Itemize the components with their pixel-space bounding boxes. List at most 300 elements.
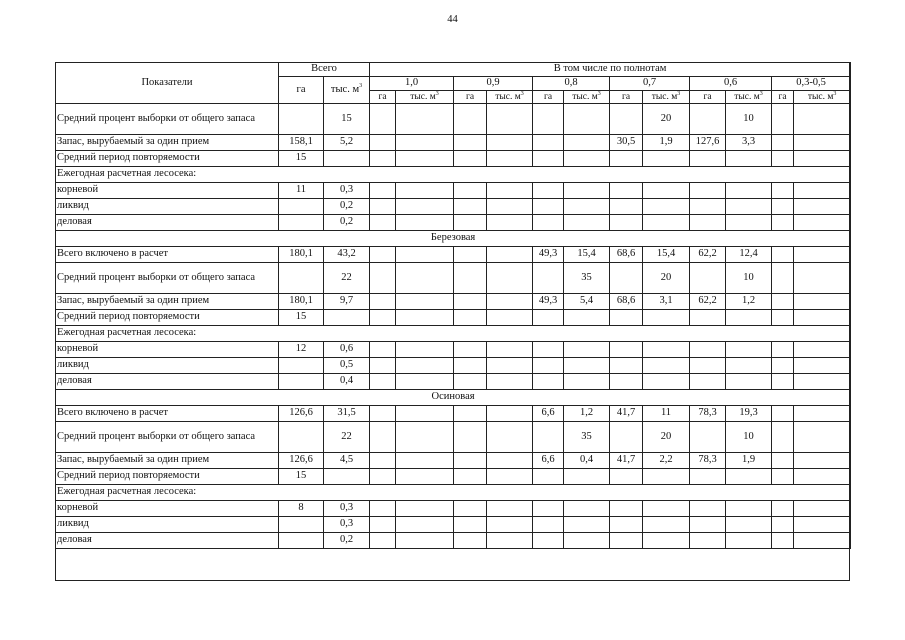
table-cell: 15 (279, 310, 324, 326)
table-cell (690, 310, 726, 326)
table-cell: 68,6 (610, 247, 643, 263)
table-cell (726, 374, 772, 390)
density-header: 1,0 (370, 77, 454, 91)
table-cell (533, 501, 564, 517)
table-cell: 0,2 (324, 215, 370, 231)
table-cell (643, 533, 690, 549)
row-label: Запас, вырубаемый за один прием (56, 294, 279, 310)
table-cell (772, 501, 794, 517)
table-cell (772, 199, 794, 215)
table-cell (772, 247, 794, 263)
table-cell: 15,4 (643, 247, 690, 263)
table-cell (794, 247, 851, 263)
unit-ha: га (370, 91, 396, 104)
table-row (56, 358, 851, 374)
table-cell (454, 533, 487, 549)
table-cell: 68,6 (610, 294, 643, 310)
table-cell (454, 406, 487, 422)
table-cell (279, 358, 324, 374)
table-cell (454, 104, 487, 135)
section-title: Осиновая (56, 390, 851, 406)
table-cell (794, 374, 851, 390)
table-cell (564, 342, 610, 358)
table-cell: 2,2 (643, 453, 690, 469)
table-cell (487, 422, 533, 453)
table-row (56, 294, 851, 310)
table-cell (370, 104, 396, 135)
table-cell (564, 199, 610, 215)
row-label: Запас, вырубаемый за один прием (56, 135, 279, 151)
table-cell (564, 310, 610, 326)
table-row (56, 342, 851, 358)
table-cell (487, 342, 533, 358)
table-cell (324, 151, 370, 167)
table-cell: 1,2 (726, 294, 772, 310)
density-header: 0,8 (533, 77, 610, 91)
row-label: корневой (56, 501, 279, 517)
density-header: 0,7 (610, 77, 690, 91)
row-label: Средний процент выборки от общего запаса (56, 263, 279, 294)
table-cell (772, 533, 794, 549)
table-cell (643, 151, 690, 167)
table-cell (487, 358, 533, 374)
table-cell: 180,1 (279, 247, 324, 263)
table-cell (487, 406, 533, 422)
table-row (56, 199, 851, 215)
table-cell (564, 183, 610, 199)
table-cell (564, 517, 610, 533)
table-cell: 0,2 (324, 533, 370, 549)
table-cell (454, 358, 487, 374)
table-cell (487, 183, 533, 199)
table-cell (533, 135, 564, 151)
table-cell: 6,6 (533, 406, 564, 422)
table-cell (279, 422, 324, 453)
table-cell: 5,2 (324, 135, 370, 151)
row-label: Ежегодная расчетная лесосека: (56, 485, 851, 501)
table-cell (454, 151, 487, 167)
header-by-density: В том числе по полнотам (370, 63, 851, 77)
harvest-table (55, 62, 851, 549)
table-cell (396, 135, 454, 151)
table-cell: 35 (564, 263, 610, 294)
unit-ha: га (772, 91, 794, 104)
table-cell (533, 263, 564, 294)
table-cell (610, 358, 643, 374)
table-cell (772, 294, 794, 310)
table-cell (370, 453, 396, 469)
table-cell (396, 199, 454, 215)
table-row (56, 247, 851, 263)
table-cell (533, 151, 564, 167)
table-row (56, 135, 851, 151)
table-cell (690, 151, 726, 167)
table-cell (772, 183, 794, 199)
table-cell (370, 422, 396, 453)
row-label: Ежегодная расчетная лесосека: (56, 326, 851, 342)
table-cell (690, 374, 726, 390)
row-label: деловая (56, 533, 279, 549)
table-cell: 9,7 (324, 294, 370, 310)
table-cell: 0,5 (324, 358, 370, 374)
table-cell (772, 263, 794, 294)
table-cell (487, 469, 533, 485)
table-cell (533, 422, 564, 453)
table-row (56, 517, 851, 533)
table-cell: 3,1 (643, 294, 690, 310)
unit-ha: га (533, 91, 564, 104)
table-cell: 0,3 (324, 501, 370, 517)
table-cell (454, 215, 487, 231)
table-cell: 20 (643, 104, 690, 135)
table-cell (324, 469, 370, 485)
table-cell: 1,9 (726, 453, 772, 469)
table-cell (370, 358, 396, 374)
table-cell (279, 533, 324, 549)
table-cell (610, 342, 643, 358)
table-cell (454, 135, 487, 151)
table-cell (794, 310, 851, 326)
table-cell (370, 469, 396, 485)
table-cell (772, 310, 794, 326)
table-cell (370, 151, 396, 167)
table-row (56, 374, 851, 390)
table-cell (794, 135, 851, 151)
table-cell (610, 310, 643, 326)
table-cell (726, 199, 772, 215)
table-cell (772, 342, 794, 358)
table-cell (564, 501, 610, 517)
table-cell (794, 533, 851, 549)
table-cell (454, 342, 487, 358)
table-cell: 19,3 (726, 406, 772, 422)
table-cell: 41,7 (610, 406, 643, 422)
header-total-ha: га (279, 77, 324, 104)
table-cell (690, 183, 726, 199)
row-label: Средний процент выборки от общего запаса (56, 422, 279, 453)
table-cell (533, 517, 564, 533)
table-cell (533, 469, 564, 485)
table-cell (533, 374, 564, 390)
table-cell: 22 (324, 263, 370, 294)
table-header (56, 63, 851, 104)
unit-volume: тыс. $м^3$ (726, 91, 772, 104)
table-cell (772, 151, 794, 167)
table-cell (396, 342, 454, 358)
table-cell (690, 199, 726, 215)
table-cell: 5,4 (564, 294, 610, 310)
table-cell (396, 406, 454, 422)
table-cell (370, 294, 396, 310)
table-cell (533, 533, 564, 549)
density-header: 0,6 (690, 77, 772, 91)
table-cell (396, 422, 454, 453)
table-cell (726, 517, 772, 533)
table-row (56, 501, 851, 517)
table-cell (564, 469, 610, 485)
table-cell (487, 135, 533, 151)
table-cell: 62,2 (690, 294, 726, 310)
table-cell: 15 (279, 469, 324, 485)
row-label: деловая (56, 374, 279, 390)
table-cell (487, 374, 533, 390)
table-cell (794, 215, 851, 231)
table-cell: 49,3 (533, 247, 564, 263)
table-cell (370, 215, 396, 231)
table-cell: 4,5 (324, 453, 370, 469)
table-cell (454, 501, 487, 517)
row-label: Всего включено в расчет (56, 406, 279, 422)
table-cell: 43,2 (324, 247, 370, 263)
table-cell (396, 263, 454, 294)
table-cell (396, 151, 454, 167)
table-cell (370, 501, 396, 517)
table-cell: 41,7 (610, 453, 643, 469)
table-cell: 127,6 (690, 135, 726, 151)
unit-ha: га (454, 91, 487, 104)
table-cell (370, 310, 396, 326)
table-cell (396, 183, 454, 199)
table-cell (610, 517, 643, 533)
table-cell (396, 310, 454, 326)
table-cell: 31,5 (324, 406, 370, 422)
table-cell (794, 517, 851, 533)
table-cell (564, 135, 610, 151)
table-cell (454, 247, 487, 263)
table-cell (533, 358, 564, 374)
table-cell (487, 199, 533, 215)
table-cell: 49,3 (533, 294, 564, 310)
table-row (56, 485, 851, 501)
table-cell (279, 215, 324, 231)
table-cell: 12 (279, 342, 324, 358)
table-cell (726, 215, 772, 231)
table-cell: 30,5 (610, 135, 643, 151)
table-cell: 11 (279, 183, 324, 199)
table-cell (794, 342, 851, 358)
table-cell (610, 422, 643, 453)
table-cell (794, 294, 851, 310)
table-cell (370, 199, 396, 215)
table-cell (794, 501, 851, 517)
table-row (56, 183, 851, 199)
table-cell (726, 533, 772, 549)
table-cell: 22 (324, 422, 370, 453)
table-cell: 78,3 (690, 453, 726, 469)
table-cell: 6,6 (533, 453, 564, 469)
table-cell (794, 263, 851, 294)
table-cell: 10 (726, 104, 772, 135)
table-cell (454, 374, 487, 390)
table-cell (454, 310, 487, 326)
header-total-volume: тыс. $м^3$ (324, 77, 370, 104)
table-cell (487, 533, 533, 549)
table-cell: 0,3 (324, 183, 370, 199)
table-cell (487, 215, 533, 231)
table-cell: 62,2 (690, 247, 726, 263)
table-cell (643, 183, 690, 199)
table-row (56, 167, 851, 183)
table-cell (370, 135, 396, 151)
unit-volume: тыс. $м^3$ (643, 91, 690, 104)
table-cell (487, 294, 533, 310)
table-cell (726, 183, 772, 199)
section-header-row (56, 231, 851, 247)
table-row (56, 422, 851, 453)
table-cell: 0,4 (324, 374, 370, 390)
unit-volume: тыс. $м^3$ (564, 91, 610, 104)
table-row (56, 326, 851, 342)
table-cell (279, 104, 324, 135)
density-header: 0,3-0,5 (772, 77, 851, 91)
page-number: 44 (447, 14, 458, 25)
table-cell (454, 453, 487, 469)
table-cell: 12,4 (726, 247, 772, 263)
table-cell (279, 199, 324, 215)
table-cell (690, 342, 726, 358)
table-cell: 126,6 (279, 406, 324, 422)
header-total: Всего (279, 63, 370, 77)
table-cell (610, 104, 643, 135)
table-cell (396, 453, 454, 469)
table-cell (454, 199, 487, 215)
table-cell (772, 406, 794, 422)
table-cell (564, 358, 610, 374)
table-cell: 1,2 (564, 406, 610, 422)
unit-ha: га (690, 91, 726, 104)
table-cell (454, 422, 487, 453)
unit-ha: га (610, 91, 643, 104)
table-cell (454, 469, 487, 485)
table-cell (370, 263, 396, 294)
table-cell (533, 342, 564, 358)
table-cell: 78,3 (690, 406, 726, 422)
table-cell (487, 104, 533, 135)
table-cell (794, 199, 851, 215)
table-cell (564, 215, 610, 231)
table-cell (772, 135, 794, 151)
table-cell: 0,3 (324, 517, 370, 533)
table-cell: 3,3 (726, 135, 772, 151)
table-row (56, 533, 851, 549)
table-row (56, 469, 851, 485)
table-cell (487, 310, 533, 326)
table-cell (690, 358, 726, 374)
table-cell (396, 294, 454, 310)
section-header-row (56, 390, 851, 406)
table-cell (610, 469, 643, 485)
table-cell (533, 199, 564, 215)
table-cell (564, 533, 610, 549)
table-cell (726, 310, 772, 326)
header-indicators: Показатели (56, 63, 279, 104)
table-cell: 15 (279, 151, 324, 167)
table-cell (370, 406, 396, 422)
section-title: Березовая (56, 231, 851, 247)
table-cell (610, 263, 643, 294)
table-cell (643, 342, 690, 358)
table-cell (794, 358, 851, 374)
table-cell (279, 374, 324, 390)
row-label: корневой (56, 342, 279, 358)
unit-volume: тыс. $м^3$ (396, 91, 454, 104)
table-cell (690, 469, 726, 485)
table-cell: 10 (726, 263, 772, 294)
table-cell (396, 358, 454, 374)
table-cell (454, 183, 487, 199)
table-cell (279, 263, 324, 294)
table-cell (690, 104, 726, 135)
table-cell (487, 247, 533, 263)
table-cell (396, 469, 454, 485)
table-cell (396, 104, 454, 135)
table-cell: 1,9 (643, 135, 690, 151)
table-row (56, 151, 851, 167)
table-cell (324, 310, 370, 326)
table-cell: 0,6 (324, 342, 370, 358)
table-row (56, 104, 851, 135)
table-row (56, 310, 851, 326)
table-cell (396, 215, 454, 231)
table-cell (487, 517, 533, 533)
table-cell (396, 533, 454, 549)
table-cell (279, 517, 324, 533)
row-label: Запас, вырубаемый за один прием (56, 453, 279, 469)
row-label: ликвид (56, 199, 279, 215)
table-cell (370, 183, 396, 199)
table-cell (370, 342, 396, 358)
table-cell (370, 374, 396, 390)
row-label: Средний период повторяемости (56, 310, 279, 326)
table-cell (794, 469, 851, 485)
table-cell (772, 358, 794, 374)
table-cell (487, 501, 533, 517)
density-header: 0,9 (454, 77, 533, 91)
table-cell (533, 104, 564, 135)
table-body (56, 104, 851, 549)
table-cell (610, 533, 643, 549)
row-label: Средний процент выборки от общего запаса (56, 104, 279, 135)
table-cell (726, 151, 772, 167)
table-cell: 15 (324, 104, 370, 135)
table-cell (396, 247, 454, 263)
table-cell (610, 183, 643, 199)
table-cell (454, 517, 487, 533)
table-cell (643, 374, 690, 390)
table-cell (726, 501, 772, 517)
table-cell: 20 (643, 263, 690, 294)
table-cell (772, 374, 794, 390)
table-cell (772, 422, 794, 453)
table-cell (690, 501, 726, 517)
table-cell (610, 151, 643, 167)
table-cell (726, 342, 772, 358)
table-cell (726, 469, 772, 485)
row-label: ликвид (56, 517, 279, 533)
table-cell (610, 374, 643, 390)
table-row (56, 406, 851, 422)
table-row (56, 453, 851, 469)
table-cell (454, 294, 487, 310)
table-cell (487, 151, 533, 167)
table-row (56, 263, 851, 294)
table-cell (370, 247, 396, 263)
table-cell (643, 358, 690, 374)
table-cell: 35 (564, 422, 610, 453)
table-cell: 0,4 (564, 453, 610, 469)
row-label: ликвид (56, 358, 279, 374)
table-row (56, 215, 851, 231)
